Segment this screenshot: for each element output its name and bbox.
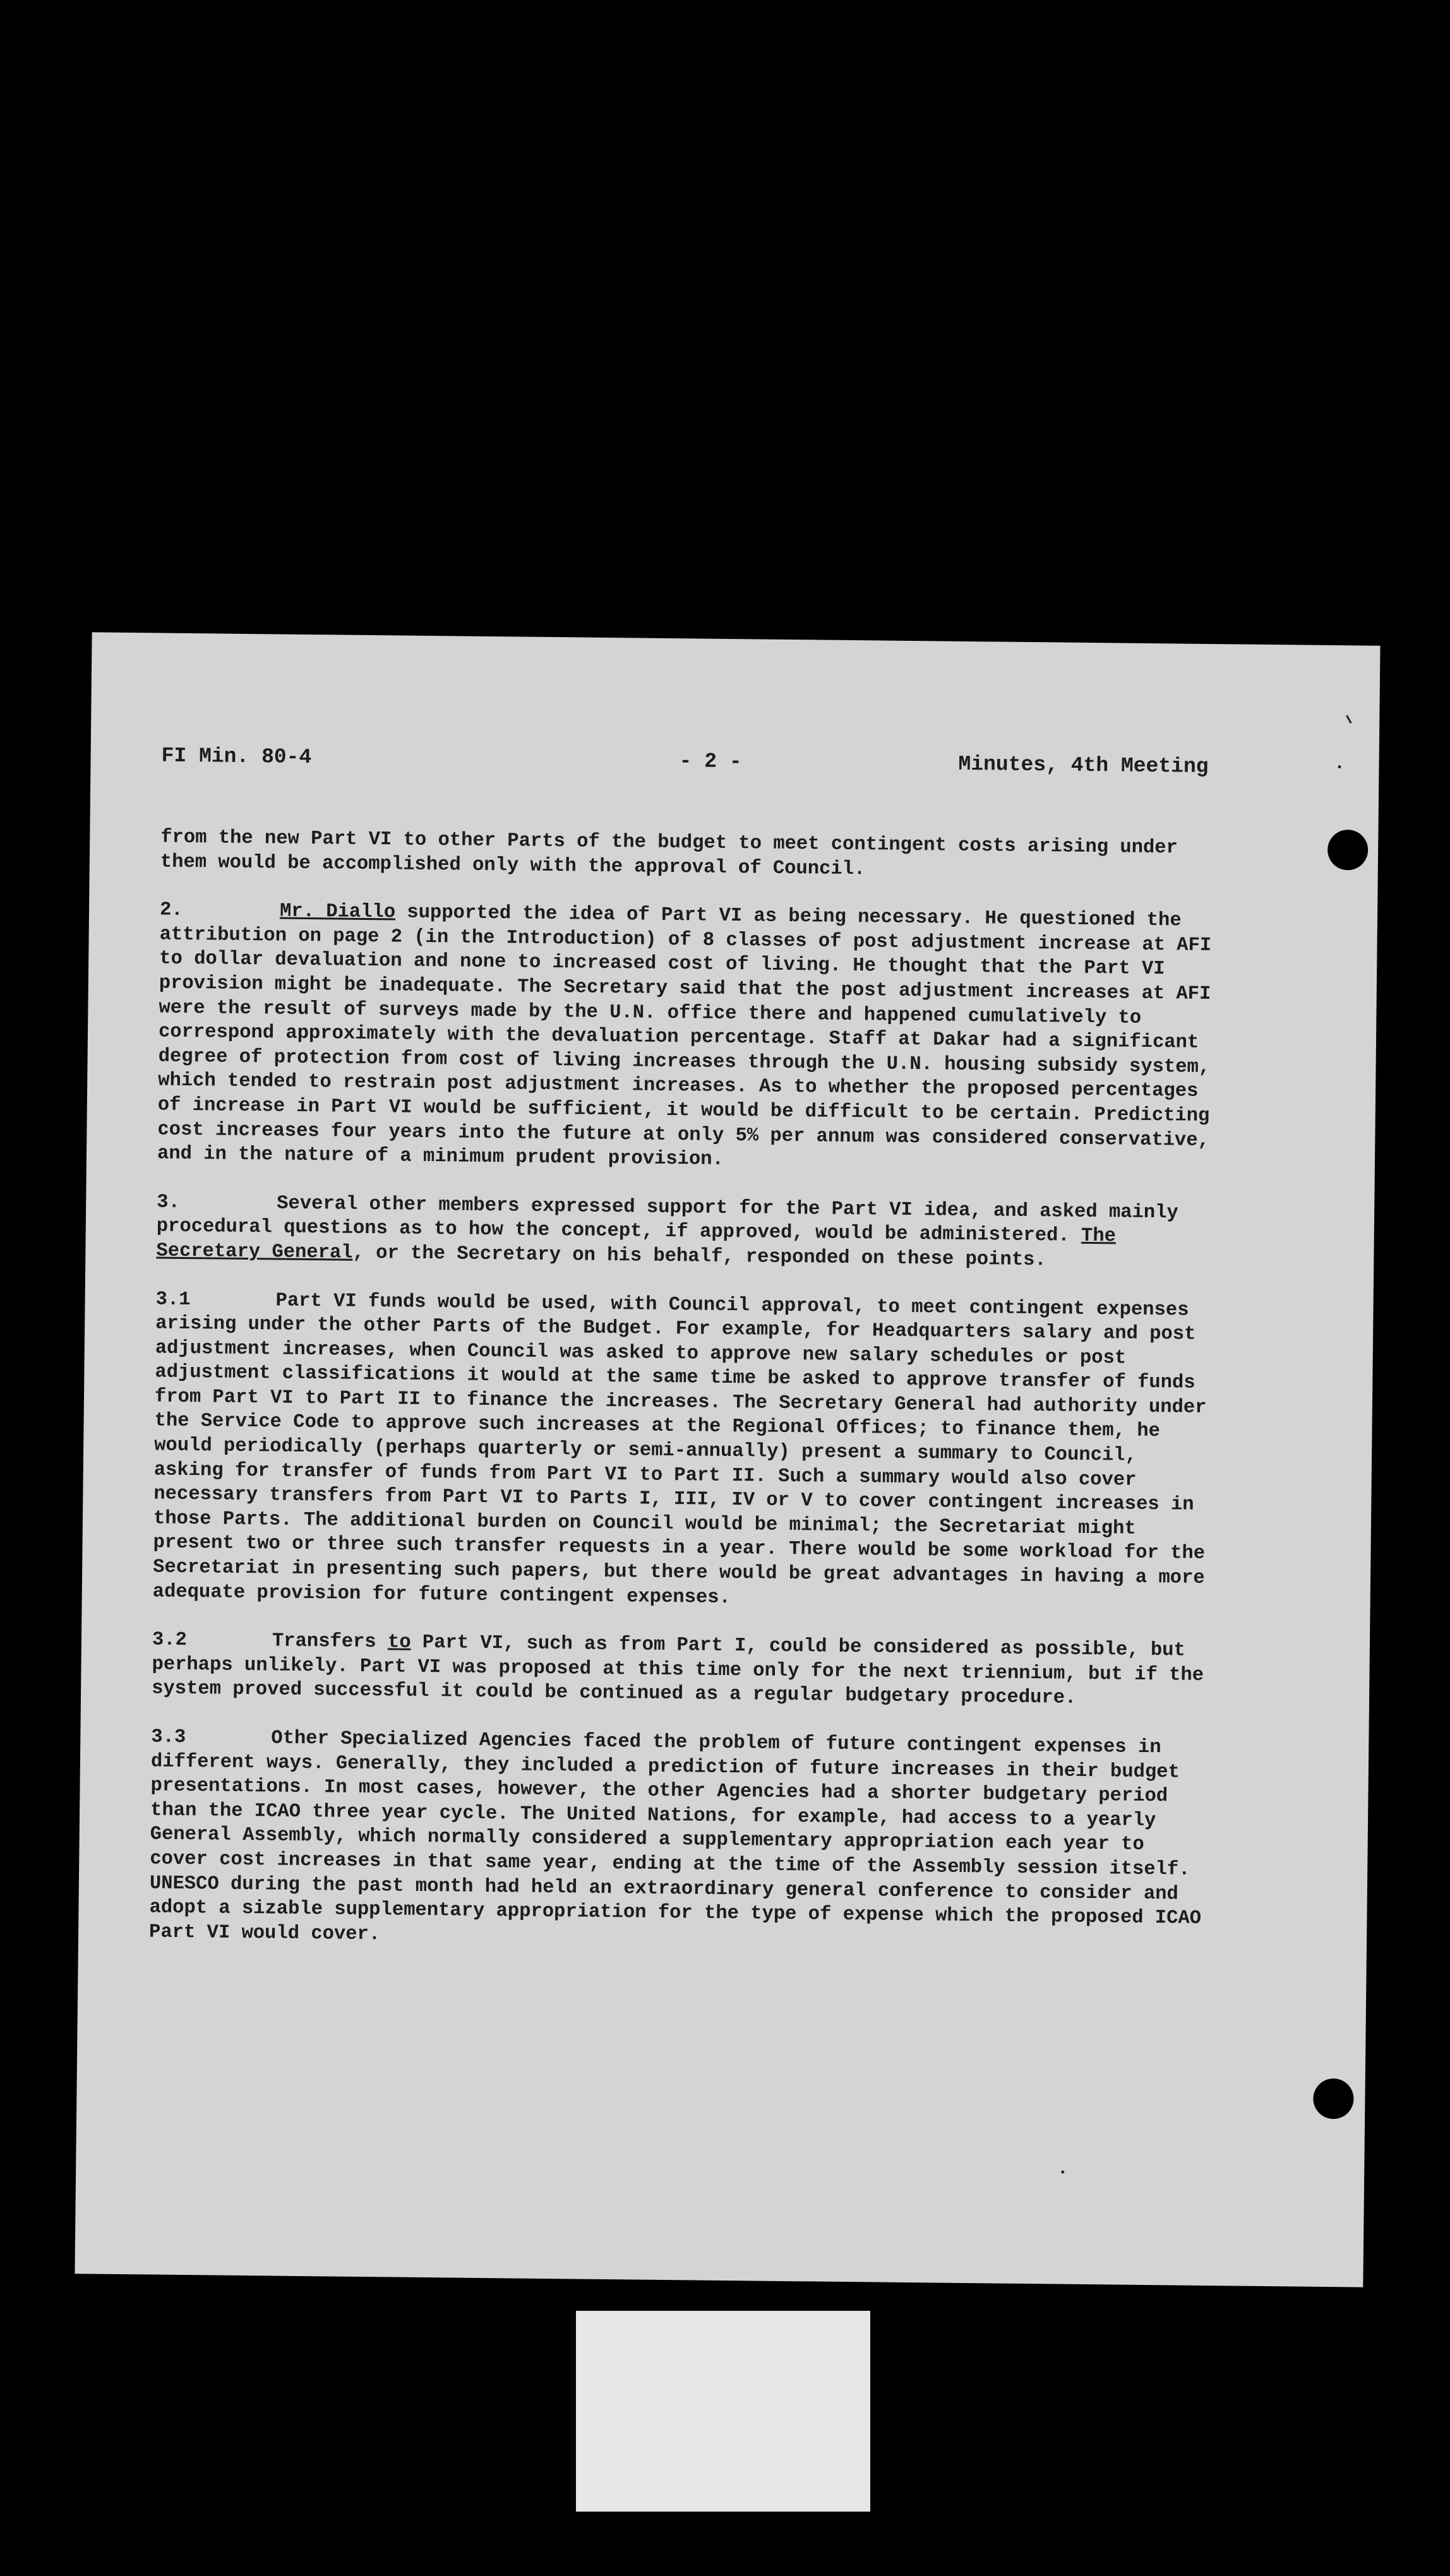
paragraph-3-3 bbox=[149, 1725, 1213, 1955]
paragraph-number: 3.3 bbox=[151, 1726, 186, 1749]
paragraph-text: , or the Secretary on his behalf, responded on these points. bbox=[352, 1242, 1046, 1272]
paragraph-text: supported the idea of Part VI as being necessary. He questioned the attribution on page 2 (in the Introduction) of 8 classes of post adjustment increase at AFI to dollar devaluation and none to increased cost of living. He thought that the Part VI provision might be inadequate. The Secretary said that the post adjustment increases at AFI were the result of surveys made by the U.N. office there and happened cumulatively to correspond approximately with the devaluation percentage. Staff at Dakar had a significant degree of protection from cost of living increases through the U.N. housing subsidy system, which tended to restrain post adjustment increases. As to whether the proposed percentages of increase in Part VI would be sufficient, it would be difficult to be certain. Predicting cost increases four years into the future at only 5% per annum was considered conservative, and in the nature of a minimum prudent provision. bbox=[157, 902, 1212, 1171]
scanned-document-page bbox=[75, 632, 1380, 2287]
stray-mark bbox=[1061, 2171, 1064, 2174]
speaker-name: The Secretary General bbox=[156, 1225, 1117, 1264]
stray-mark bbox=[1346, 715, 1351, 724]
speaker-name: Mr. Diallo bbox=[279, 900, 396, 924]
punch-hole-bottom bbox=[1313, 2078, 1354, 2120]
page-number: - 2 - bbox=[679, 749, 742, 774]
paragraph-text: Transfers bbox=[272, 1630, 388, 1654]
paragraph-number: 3.1 bbox=[155, 1289, 191, 1311]
document-reference: FI Min. 80-4 bbox=[161, 744, 312, 770]
paragraph-3-2 bbox=[152, 1628, 1213, 1712]
paragraph-2 bbox=[157, 898, 1221, 1178]
paragraph-continuation bbox=[160, 826, 1222, 886]
blank-card bbox=[576, 2311, 870, 2512]
paragraph-number: 3. bbox=[157, 1191, 181, 1213]
punch-hole-top bbox=[1327, 830, 1369, 871]
paragraph-3 bbox=[156, 1190, 1218, 1274]
paragraph-text: Other Specialized Agencies faced the problem of future contingent expenses in different ways. Generally, they included a prediction of future increases in their budget presentations. In most cases, however, the other Agencies had a shorter budgetary period than the ICAO three year cycle. The United Nations, for example, had access to a yearly General Assembly, which normally considered a supplementary appropriation each year to cover cost increases in that same year, ending at the time of the Assembly session itself. UNESCO during the past month had held an extraordinary general conference to consider and adopt a sizable supplementary appropriation for the type of expense which the proposed ICAO Part VI would cover. bbox=[148, 1727, 1202, 1946]
paragraph-number: 2. bbox=[159, 899, 183, 922]
paragraph-text: Part VI, such as from Part I, could be considered as possible, but perhaps unlikely. Part VI was proposed at this time only for the next triennium, but if the system proved successful it could be continued as a regular budgetary procedure. bbox=[151, 1631, 1204, 1710]
page-header bbox=[161, 744, 1209, 793]
paragraph-3-1 bbox=[153, 1287, 1217, 1615]
emphasized-word: to bbox=[387, 1631, 411, 1654]
meeting-title: Minutes, 4th Meeting bbox=[958, 752, 1209, 778]
stray-mark bbox=[1338, 765, 1341, 768]
paragraph-text: Several other members expressed support for the Part VI idea, and asked mainly procedural questions as to how the concept, if approved, would be administered. bbox=[156, 1193, 1178, 1248]
paragraph-text: Part VI funds would be used, with Council approval, to meet contingent expenses arising under the other Parts of the Budget. For example, for Headquarters salary and post adjustment increases, when Council was asked to approve new salary schedules or post adjustment classifications it would at the same time be asked to approve transfer of funds from Part VI to Part II to finance the increases. The Secretary General had authority under the Service Code to approve such increases at the Regional Offices; to finance them, he would periodically (perhaps quarterly or semi-annually) present a summary to Council, asking for transfer of funds from Part VI to Part II. Such a summary would also cover necessary transfers from Part VI to Parts I, III, IV or V to cover contingent increases in those Parts. The additional burden on Council would be minimal; the Secretariat might present two or three such transfer requests in a year. There would be some workload for the Secretariat in presenting such papers, but there would be great advantages in having a more adequate provision for future contingent expenses. bbox=[152, 1289, 1207, 1609]
document-body bbox=[149, 826, 1222, 1980]
paragraph-number: 3.2 bbox=[152, 1629, 188, 1652]
paragraph-text: from the new Part VI to other Parts of the budget to meet contingent costs arising under them would be accomplished only with the approval of Council. bbox=[160, 826, 1178, 880]
